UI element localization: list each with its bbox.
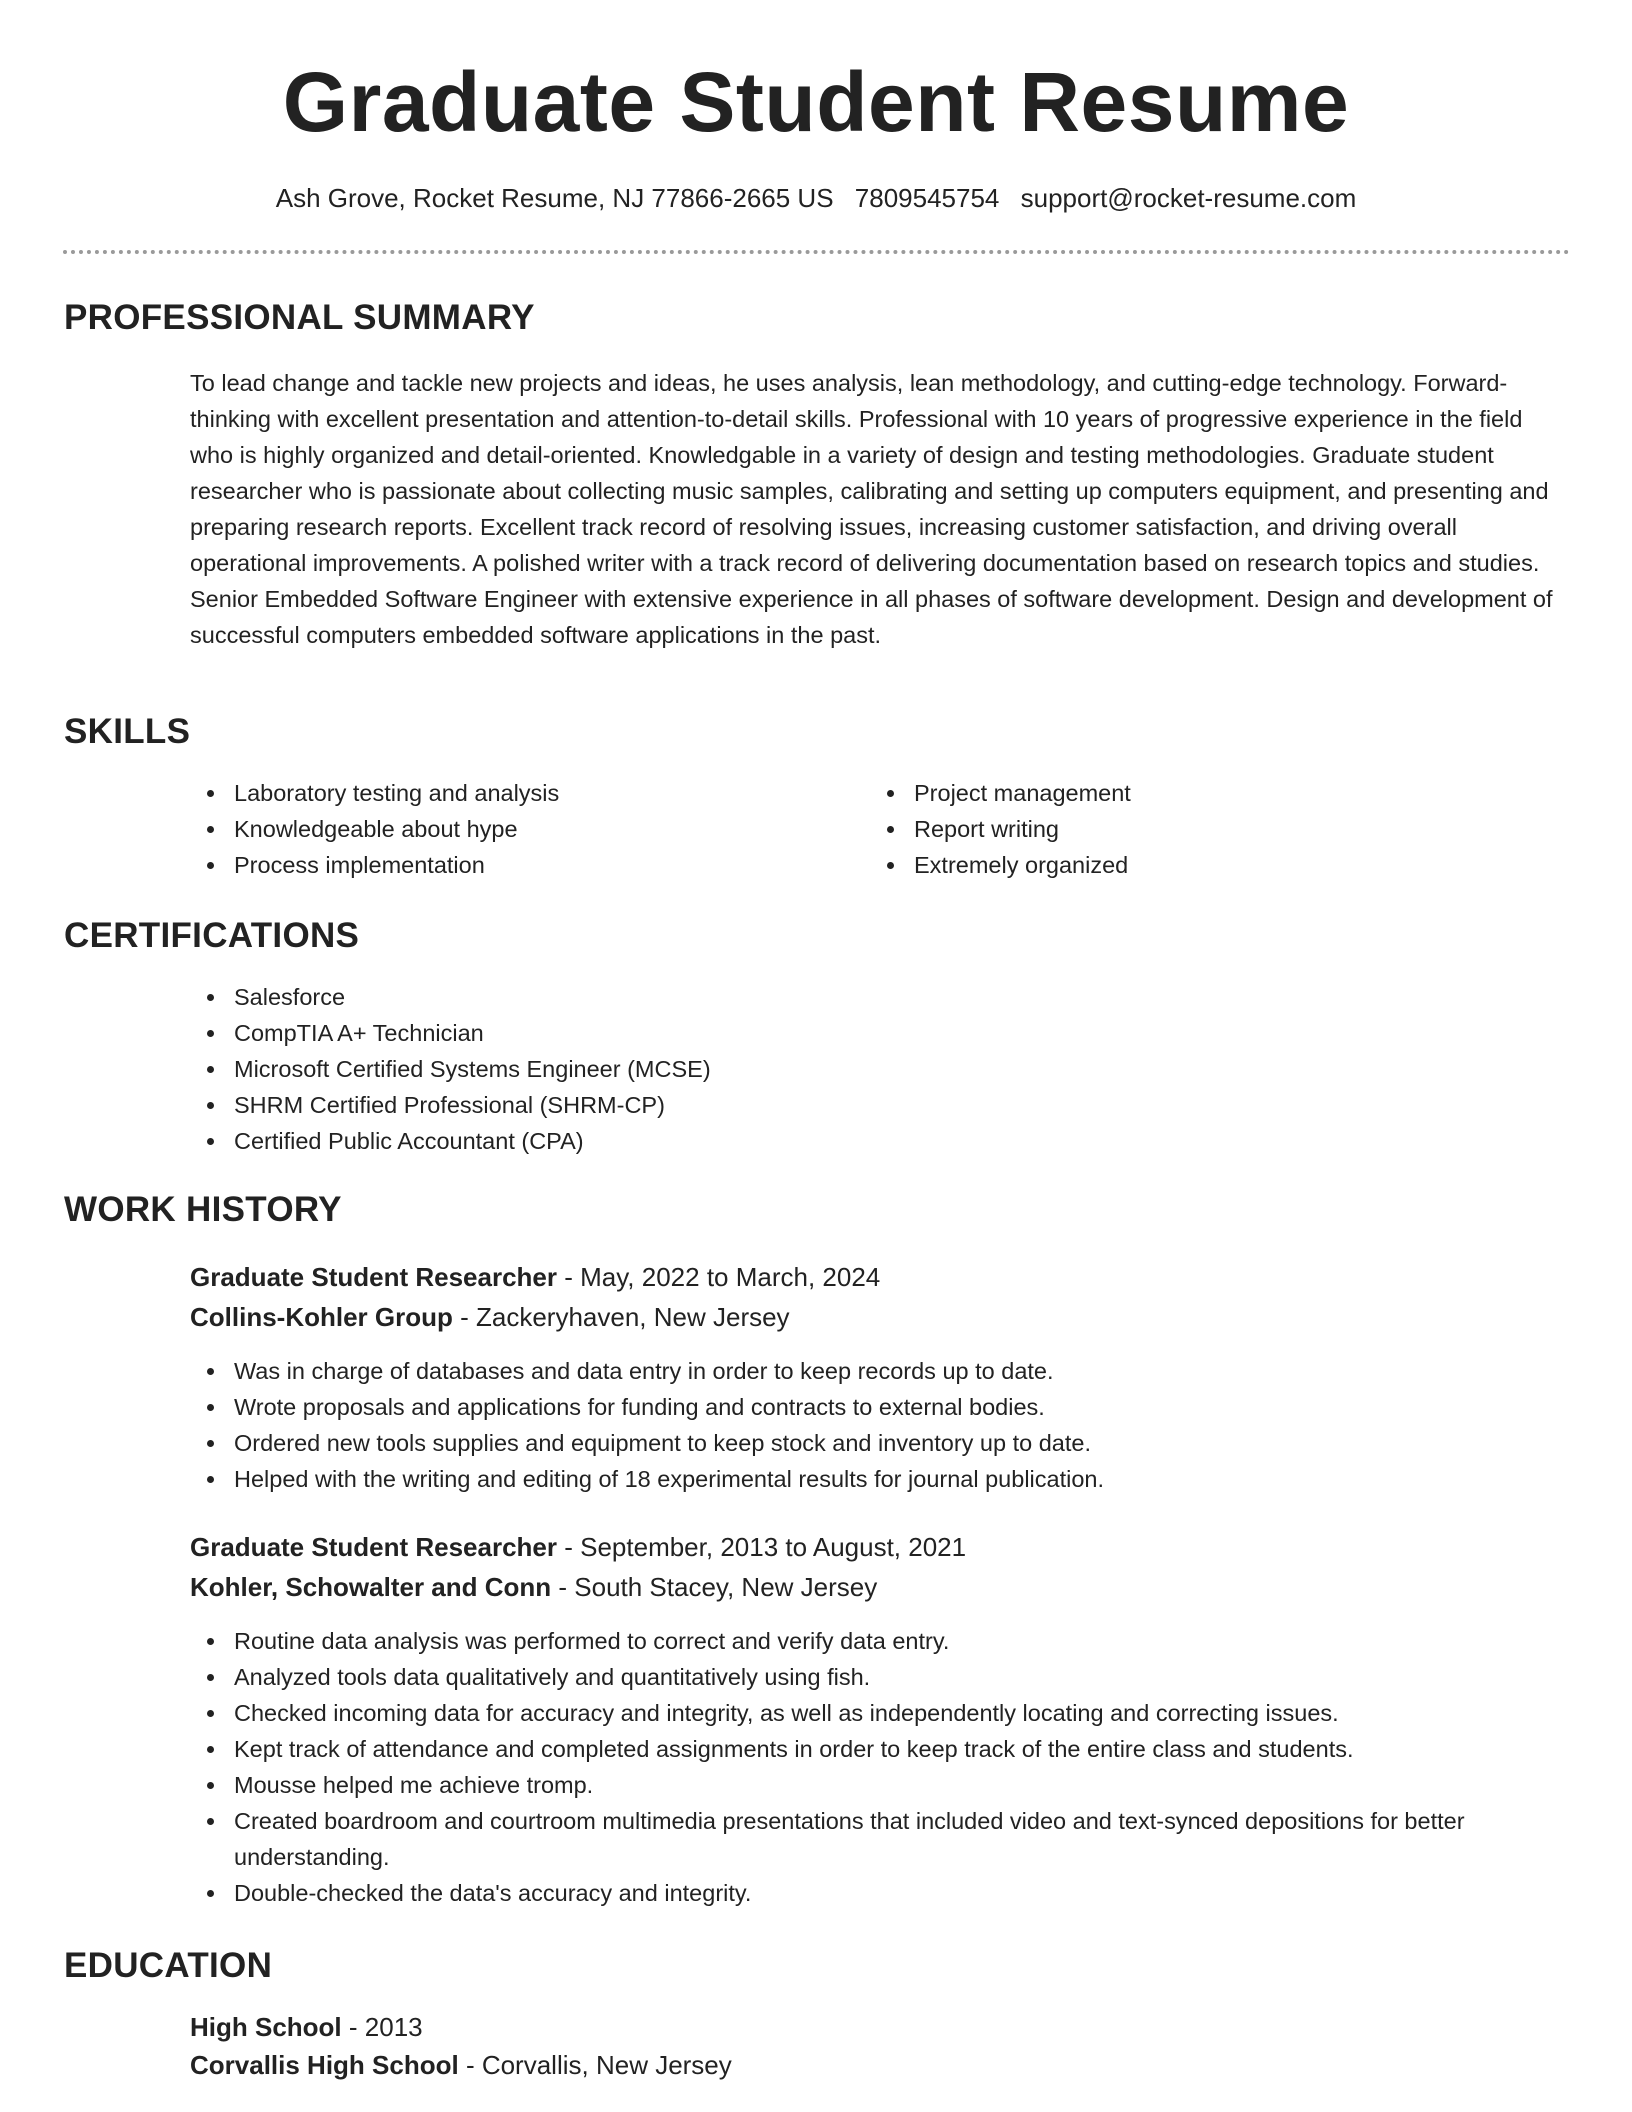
job-bullet: Routine data analysis was performed to correct and verify data entry. [190, 1623, 1570, 1659]
section-title-summary: PROFESSIONAL SUMMARY [64, 298, 535, 337]
job-bullet: Analyzed tools data qualitatively and quantitatively using fish. [190, 1659, 1570, 1695]
job-company: Collins-Kohler Group [190, 1302, 453, 1332]
job-2-bullets [190, 1623, 1570, 1911]
header-divider [63, 250, 1570, 254]
education-degree-line [190, 2008, 423, 2046]
job-bullet: Checked incoming data for accuracy and integrity, as well as independently locating and correcting issues. [190, 1695, 1570, 1731]
job-bullet: Double-checked the data's accuracy and integrity. [190, 1875, 1570, 1911]
job-bullet: Mousse helped me achieve tromp. [190, 1767, 1570, 1803]
education-school: Corvallis High School [190, 2050, 459, 2080]
job-dates: - September, 2013 to August, 2021 [557, 1532, 967, 1562]
job-dates: - May, 2022 to March, 2024 [557, 1262, 881, 1292]
job-location: - South Stacey, New Jersey [551, 1572, 878, 1602]
skill-item: Knowledgeable about hype [190, 811, 830, 847]
job-2-title-line [190, 1528, 966, 1566]
skill-item: Report writing [870, 811, 1510, 847]
education-degree: High School [190, 2012, 342, 2042]
job-2-company-line [190, 1568, 877, 1606]
job-1-title-line [190, 1258, 880, 1296]
section-title-education: EDUCATION [64, 1946, 273, 1985]
contact-address: Ash Grove, Rocket Resume, NJ 77866-2665 US [275, 183, 834, 213]
certification-item: SHRM Certified Professional (SHRM-CP) [190, 1087, 1570, 1123]
contact-line [0, 180, 1632, 216]
contact-email: support@rocket-resume.com [1020, 183, 1357, 213]
job-location: - Zackeryhaven, New Jersey [452, 1302, 790, 1332]
certification-item: CompTIA A+ Technician [190, 1015, 1570, 1051]
job-company: Kohler, Schowalter and Conn [190, 1572, 552, 1602]
certification-item: Certified Public Accountant (CPA) [190, 1123, 1570, 1159]
job-bullet: Helped with the writing and editing of 18 experimental results for journal publication. [190, 1461, 1570, 1497]
education-location: - Corvallis, New Jersey [458, 2050, 732, 2080]
section-title-work-history: WORK HISTORY [64, 1190, 342, 1229]
certification-item: Microsoft Certified Systems Engineer (MCSE) [190, 1051, 1570, 1087]
summary-text: To lead change and tackle new projects and ideas, he uses analysis, lean methodology, and cutting-edge technology. Forward-thinking with excellent presentation and attention-to-detail skills. Professional with 10 years of progressive experience in the field who is highly organized and detail-oriented. Knowledgable in a variety of design and testing methodologies. Graduate student researcher who is passionate about collecting music samples, calibrating and setting up computers equipment, and presenting and preparing research reports. Excellent track record of resolving issues, increasing customer satisfaction, and driving overall operational improvements. A polished writer with a track record of delivering documentation based on research topics and studies. Senior Embedded Software Engineer with extensive experience in all phases of software development. Design and development of successful computers embedded software applications in the past. [190, 370, 1553, 648]
job-bullet: Was in charge of databases and data entry in order to keep records up to date. [190, 1353, 1570, 1389]
job-title: Graduate Student Researcher [190, 1532, 558, 1562]
skills-list-left [190, 775, 830, 883]
skill-item: Extremely organized [870, 847, 1510, 883]
job-bullet: Kept track of attendance and completed assignments in order to keep track of the entire class and students. [190, 1731, 1570, 1767]
job-bullet: Wrote proposals and applications for funding and contracts to external bodies. [190, 1389, 1570, 1425]
job-bullet: Ordered new tools supplies and equipment to keep stock and inventory up to date. [190, 1425, 1570, 1461]
skills-list-right [870, 775, 1510, 883]
job-bullet: Created boardroom and courtroom multimedia presentations that included video and text-synced depositions for better understanding. [190, 1803, 1570, 1875]
certifications-list [190, 979, 1570, 1159]
education-school-line [190, 2046, 732, 2084]
skill-item: Laboratory testing and analysis [190, 775, 830, 811]
job-1-bullets [190, 1353, 1570, 1497]
job-title: Graduate Student Researcher [190, 1262, 558, 1292]
skill-item: Process implementation [190, 847, 830, 883]
job-1-company-line [190, 1298, 790, 1336]
skill-item: Project management [870, 775, 1510, 811]
section-title-certifications: CERTIFICATIONS [64, 916, 360, 955]
contact-phone: 7809545754 [854, 183, 1000, 213]
section-title-skills: SKILLS [64, 712, 191, 751]
certification-item: Salesforce [190, 979, 1570, 1015]
education-year: - 2013 [341, 2012, 423, 2042]
resume-title: Graduate Student Resume [282, 55, 1350, 149]
